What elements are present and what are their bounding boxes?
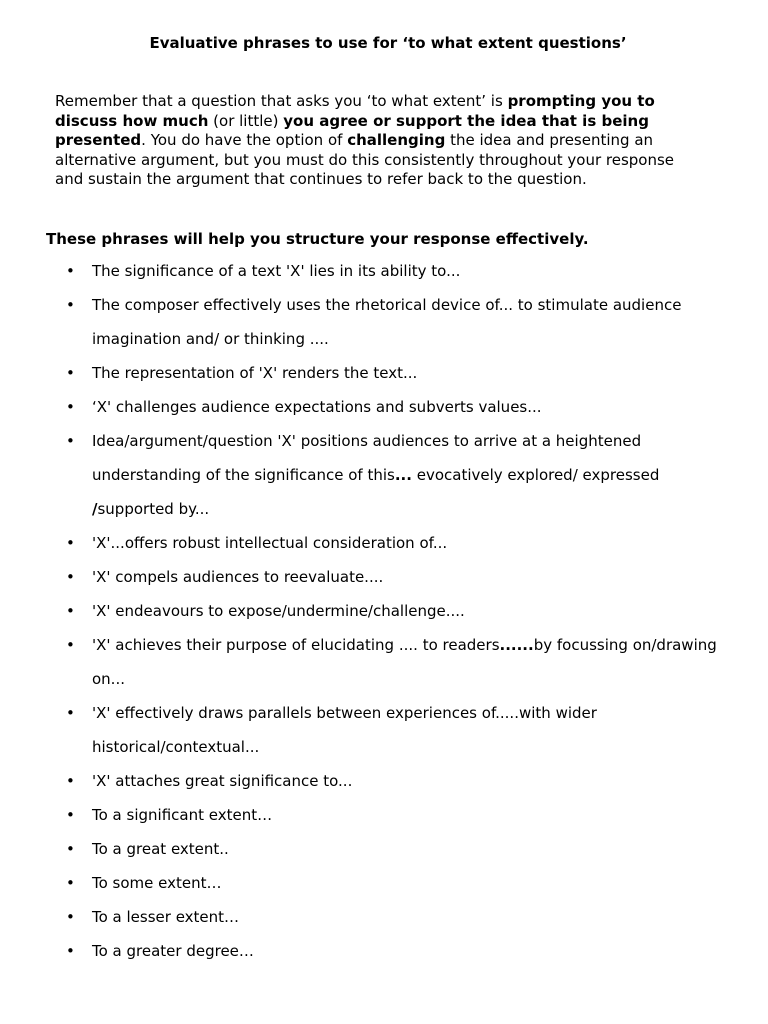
intro-text-3: . You do have the option of [141, 131, 348, 149]
bullet-icon: • [66, 364, 75, 382]
phrase-text: 'X'...offers robust intellectual consideration of... [92, 534, 448, 552]
intro-bold-3: challenging [347, 131, 446, 149]
list-item [0, 900, 768, 934]
list-item [0, 254, 768, 288]
list-item [0, 866, 768, 900]
phrase-bold: / [92, 500, 98, 518]
phrase-bold: ... [394, 466, 412, 484]
intro-text-2: (or little) [208, 111, 284, 130]
bullet-icon: • [66, 874, 75, 892]
list-item [0, 628, 768, 696]
bullet-icon: • [66, 772, 75, 790]
phrase-text: The composer effectively uses the rhetorical device of... to stimulate audience imagination and/ or thinking .... [92, 296, 682, 348]
list-item [0, 764, 768, 798]
list-item [0, 526, 768, 560]
bullet-icon: • [66, 636, 75, 654]
list-item [0, 696, 768, 764]
phrase-text: 'X' compels audiences to reevaluate.... [92, 568, 384, 586]
bullet-icon: • [66, 296, 75, 314]
phrase-text: To some extent… [92, 874, 222, 892]
page-title: Evaluative phrases to use for ‘to what extent questions’ [149, 34, 627, 52]
bullet-icon: • [66, 568, 75, 586]
bullet-icon: • [66, 432, 75, 450]
bullet-icon: • [66, 398, 75, 416]
intro-bold-1: prompting you to discuss how much [55, 92, 655, 130]
phrase-text: 'X' endeavours to expose/undermine/challenge.... [92, 602, 465, 620]
list-item [0, 798, 768, 832]
phrase-text: evocatively explored/ expressed [411, 466, 660, 484]
phrase-bold: ...... [499, 636, 534, 654]
phrase-text: To a significant extent… [92, 806, 273, 824]
phrase-text: To a lesser extent… [92, 908, 240, 926]
intro-text-4: the idea and presenting an alternative argument, but you must do this consistently throughout your response and sustain the argument that continues to refer back to the question. [55, 131, 675, 188]
bullet-icon: • [66, 704, 75, 722]
list-item [0, 288, 768, 356]
list-item [0, 934, 768, 968]
list-item [0, 594, 768, 628]
phrase-text: 'X' achieves their purpose of elucidating .... to readers [92, 636, 500, 654]
bullet-icon: • [66, 942, 75, 960]
bullet-icon: • [66, 534, 75, 552]
phrase-text: To a greater degree… [92, 942, 254, 960]
list-item [0, 390, 768, 424]
phrase-text: 'X' effectively draws parallels between experiences of.....with wider historical/contextual... [92, 704, 597, 756]
phrase-text: Idea/argument/question 'X' positions audiences to arrive at a heightened understanding of the significance of this [92, 432, 642, 484]
list-item [0, 560, 768, 594]
bullet-icon: • [66, 806, 75, 824]
list-item [0, 832, 768, 866]
phrase-text: 'X' attaches great significance to... [92, 772, 353, 790]
list-item [0, 356, 768, 390]
phrase-text: supported by... [97, 500, 210, 518]
intro-bold-2: you agree or support the idea that is being presented [55, 111, 649, 149]
phrase-text: by focussing on/drawing on... [92, 636, 717, 688]
phrase-text: The representation of 'X' renders the text... [92, 364, 418, 382]
bullet-icon: • [66, 908, 75, 926]
phrase-text: The significance of a text 'X' lies in its ability to... [92, 262, 461, 280]
bullet-icon: • [66, 602, 75, 620]
intro-paragraph [55, 92, 705, 190]
intro-text-1: Remember that a question that asks you ‘to what extent’ is [55, 92, 508, 110]
phrase-text: To a great extent.. [92, 840, 229, 858]
bullet-icon: • [66, 262, 75, 280]
phrase-text: ‘X' challenges audience expectations and subverts values... [92, 398, 542, 416]
list-item [0, 424, 768, 526]
section-subheading: These phrases will help you structure your response effectively. [46, 230, 589, 248]
bullet-icon: • [66, 840, 75, 858]
phrase-list [0, 254, 768, 968]
